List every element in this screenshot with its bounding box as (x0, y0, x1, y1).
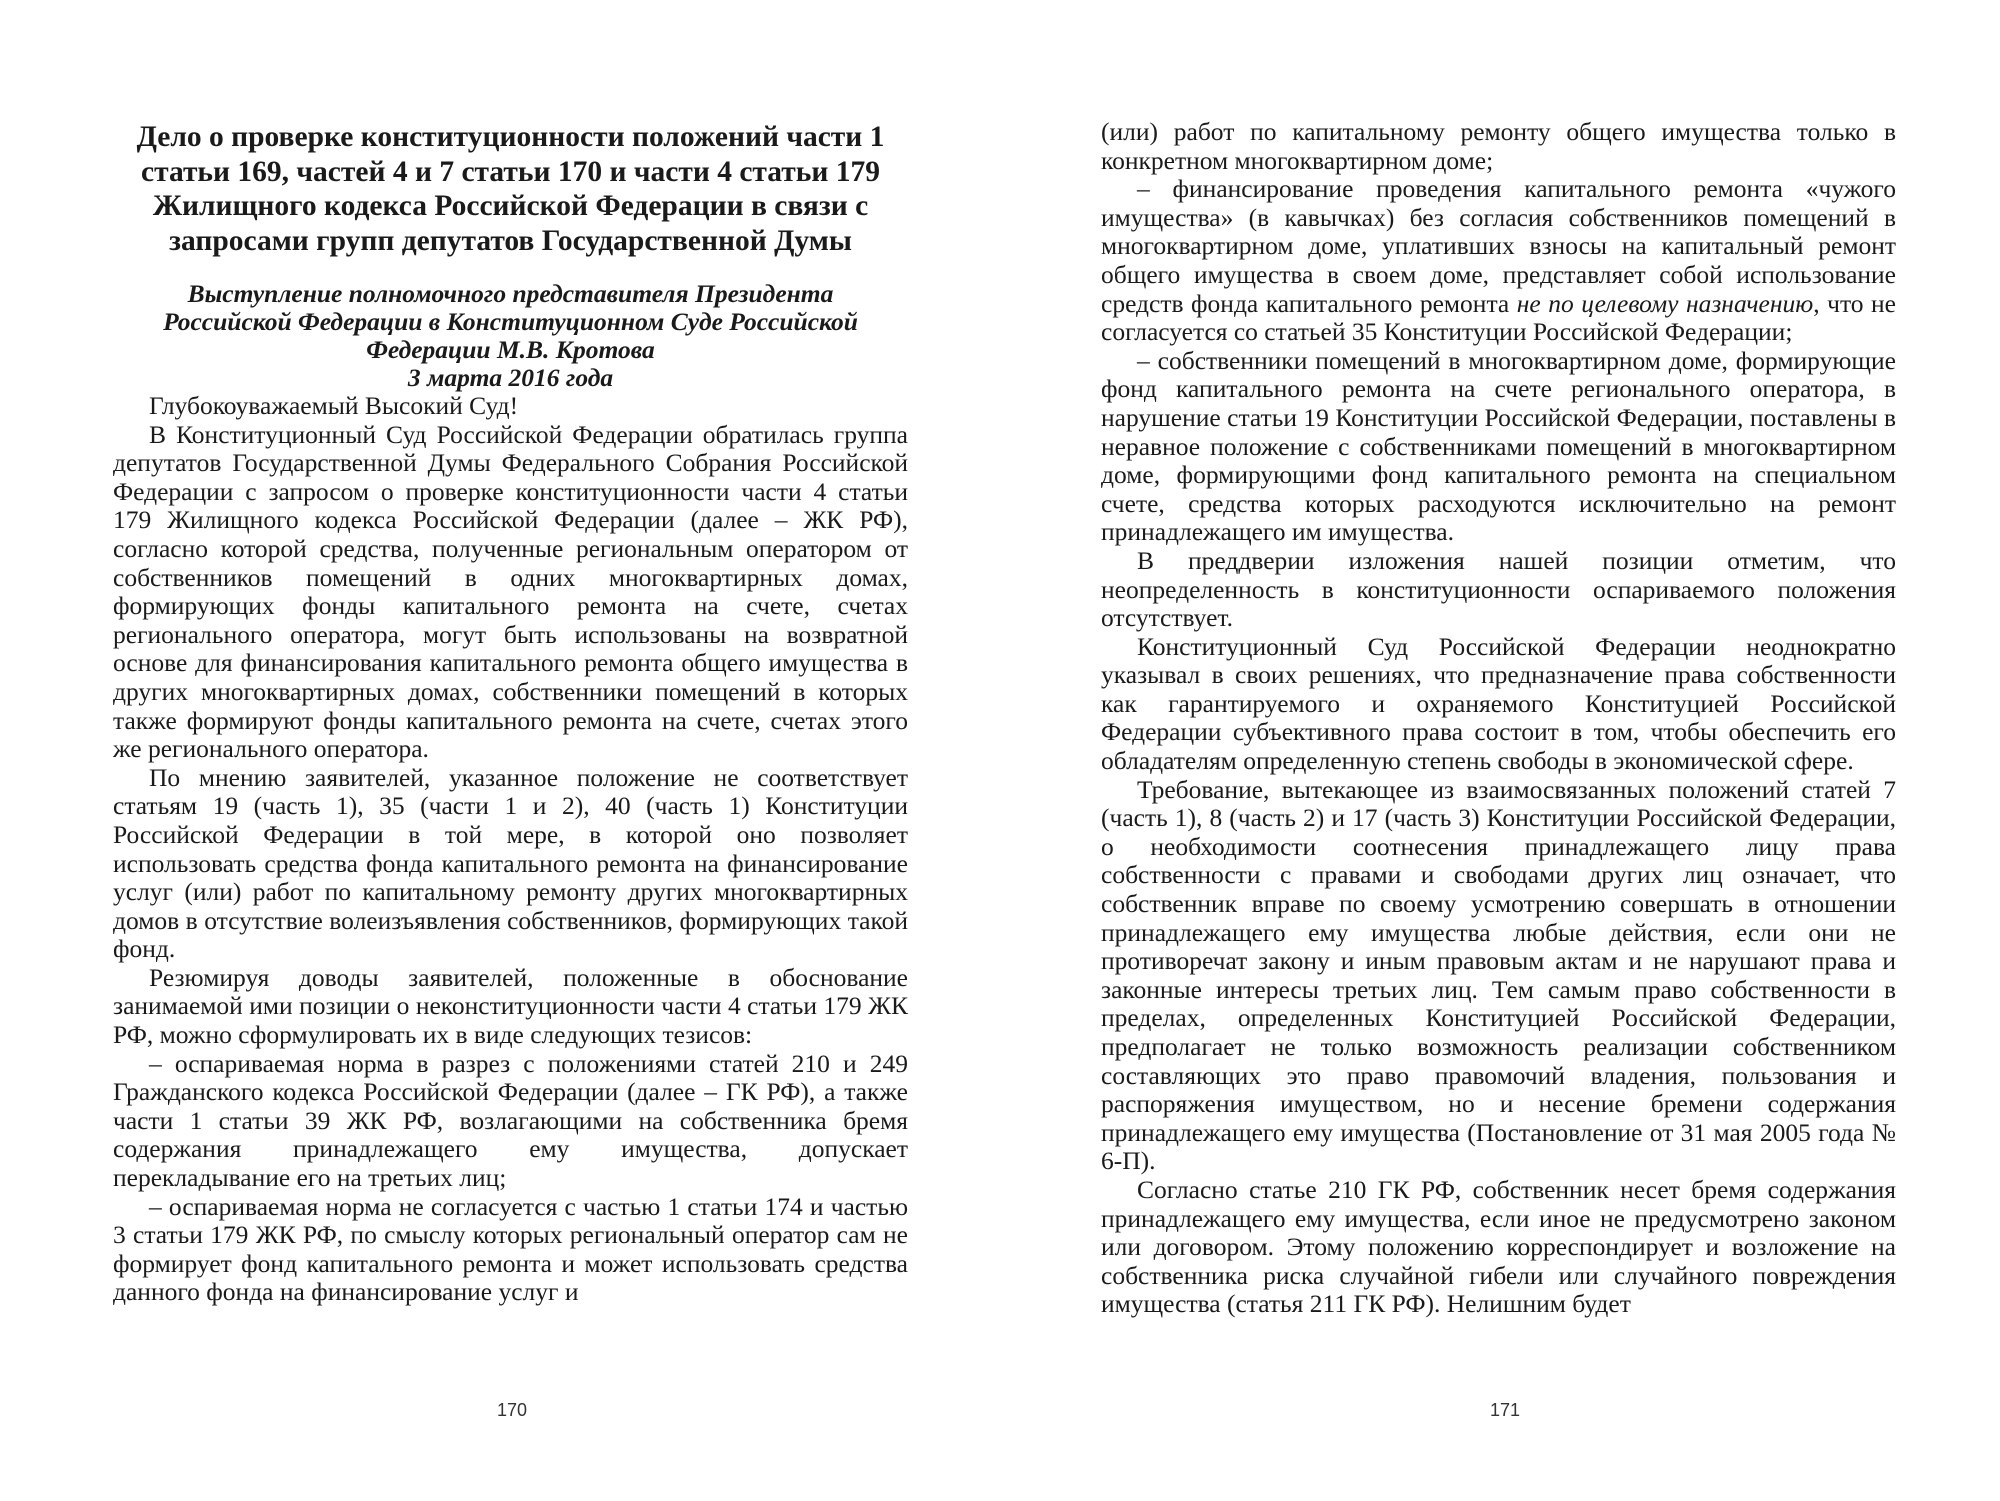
paragraph: В преддверии изложения нашей позиции отметим, что неопределенность в конституционности оспариваемого положения отсутствует. (1101, 545, 1896, 633)
right-page (1000, 0, 2000, 1501)
dash-item (1101, 175, 1896, 347)
continuation-text: (или) работ по капитальному ремонту общего имущества только в конкретном многоквартирном доме; (1101, 117, 1896, 175)
italic-emphasis: не по целевому назначению (1516, 288, 1814, 318)
document-title: Дело о проверке конституционности положений части 1 статьи 169, частей 4 и 7 статьи 170 и части 4 статьи 179 Жилищного кодекса Российской Федерации в связи с запросами групп депутатов Государственной Думы (136, 121, 885, 257)
dash-item: – собственники помещений в многоквартирном доме, формирующие фонд капитального ремонта на счете регионального оператора, в нарушение статьи 19 Конституции Российской Федерации, поставлены в неравное положение с собственниками помещений в многоквартирном доме, формирующими фонд капитального ремонта на специальном счете, средства которых расходуются исключительно на ремонт принадлежащего им имущества. (1101, 345, 1896, 547)
subtitle-date: 3 марта 2016 года (407, 363, 614, 392)
page-number-right: 171 (1489, 1400, 1521, 1420)
paragraph: Согласно статье 210 ГК РФ, собственник несет бремя содержания принадлежащего ему имущества, если иное не предусмотрено законом или договором. Этому положению корреспондирует и возложение на собственника риска случайной гибели или случайного повреждения имущества (статья 211 ГК РФ). Нелишним будет (1101, 1174, 1896, 1319)
subtitle-line: Выступление полномочного представителя Президента (187, 279, 834, 308)
paragraph: В Конституционный Суд Российской Федерации обратилась группа депутатов Государственной Думы Федерального Собрания Российской Федерации с запросом о проверке конституционности части 4 статьи 179 Жилищного кодекса Российской Федерации (далее – ЖК РФ), согласно которой средства, полученные региональным оператором от собственников помещений в одних многоквартирных домах, формирующих фонды капитального ремонта на счете, счетах регионального оператора, могут быть использованы на возвратной основе для финансирования капитального ремонта общего имущества в других многоквартирных домах, собственники помещений в которых также формируют фонды капитального ремонта на счете, счетах этого же регионального оператора. (113, 419, 908, 764)
dash-item: – оспариваемая норма не согласуется с частью 1 статьи 174 и частью 3 статьи 179 ЖК РФ, по смыслу которых региональный оператор сам не формирует фонд капитального ремонта и может использовать средства данного фонда на финансирование услуг и (113, 1191, 908, 1307)
paragraph: Конституционный Суд Российской Федерации неоднократно указывал в своих решениях, что предназначение права собственности как гарантируемого и охраняемого Конституцией Российской Федерации субъективного права состоит в том, чтобы обеспечить его обладателям определенную степень свободы в экономической сфере. (1101, 631, 1896, 776)
dash-item-text: , что не согласуется со статьей 35 Конституции Российской Федерации; (1101, 288, 1896, 347)
subtitle-line: Российской Федерации в Конституционном Суде Российской (163, 307, 858, 336)
left-column (113, 118, 908, 1307)
paragraph: Требование, вытекающее из взаимосвязанных положений статей 7 (часть 1), 8 (часть 2) и 17 (часть 3) Конституции Российской Федерации, о необходимости соотнесения принадлежащего лицу права собственности с правами и свободами других лиц означает, что собственник вправе по своему усмотрению совершать в отношении принадлежащего ему имущества любые действия, если они не противоречат закону и иным правовым актам и не нарушают права и законные интересы третьих лиц. Тем самым право собственности в пределах, определенных Конституцией Российской Федерации, предполагает не только возможность реализации собственником составляющих это право правомочий владения, пользования и распоряжения имуществом, но и несение бремени содержания принадлежащего ему имущества (Постановление от 31 мая 2005 года № 6-П). (1101, 774, 1896, 1176)
right-column (1101, 118, 1896, 1319)
subtitle-line: Федерации М.В. Кротова (366, 335, 655, 364)
page-number-left: 170 (496, 1400, 528, 1420)
paragraph: Резюмируя доводы заявителей, положенные в обоснование занимаемой ими позиции о неконституционности части 4 статьи 179 ЖК РФ, можно сформулировать их в виде следующих тезисов: (113, 962, 908, 1050)
speech-subtitle (113, 280, 908, 392)
greeting: Глубокоуважаемый Высокий Суд! (149, 391, 519, 420)
dash-item-text: – финансирование проведения капитального ремонта «чужого имущества» (в кавычках) без согласия собственников помещений в многоквартирном доме, уплативших взносы на капитальный ремонт общего имущества в своем доме, представляет собой использование средств фонда капитального ремонта (1101, 174, 1896, 318)
dash-item: – оспариваемая норма в разрез с положениями статей 210 и 249 Гражданского кодекса Российской Федерации (далее – ГК РФ), а также части 1 статьи 39 ЖК РФ, возлагающими на собственника бремя содержания принадлежащего ему имущества, допускает перекладывание его на третьих лиц; (113, 1048, 908, 1193)
paragraph: По мнению заявителей, указанное положение не соответствует статьям 19 (часть 1), 35 (части 1 и 2), 40 (часть 1) Конституции Российской Федерации в той мере, в которой оно позволяет использовать средства фонда капитального ремонта на финансирование услуг (или) работ по капитальному ремонту других многоквартирных домов в отсутствие волеизъявления собственников, формирующих такой фонд. (113, 762, 908, 964)
